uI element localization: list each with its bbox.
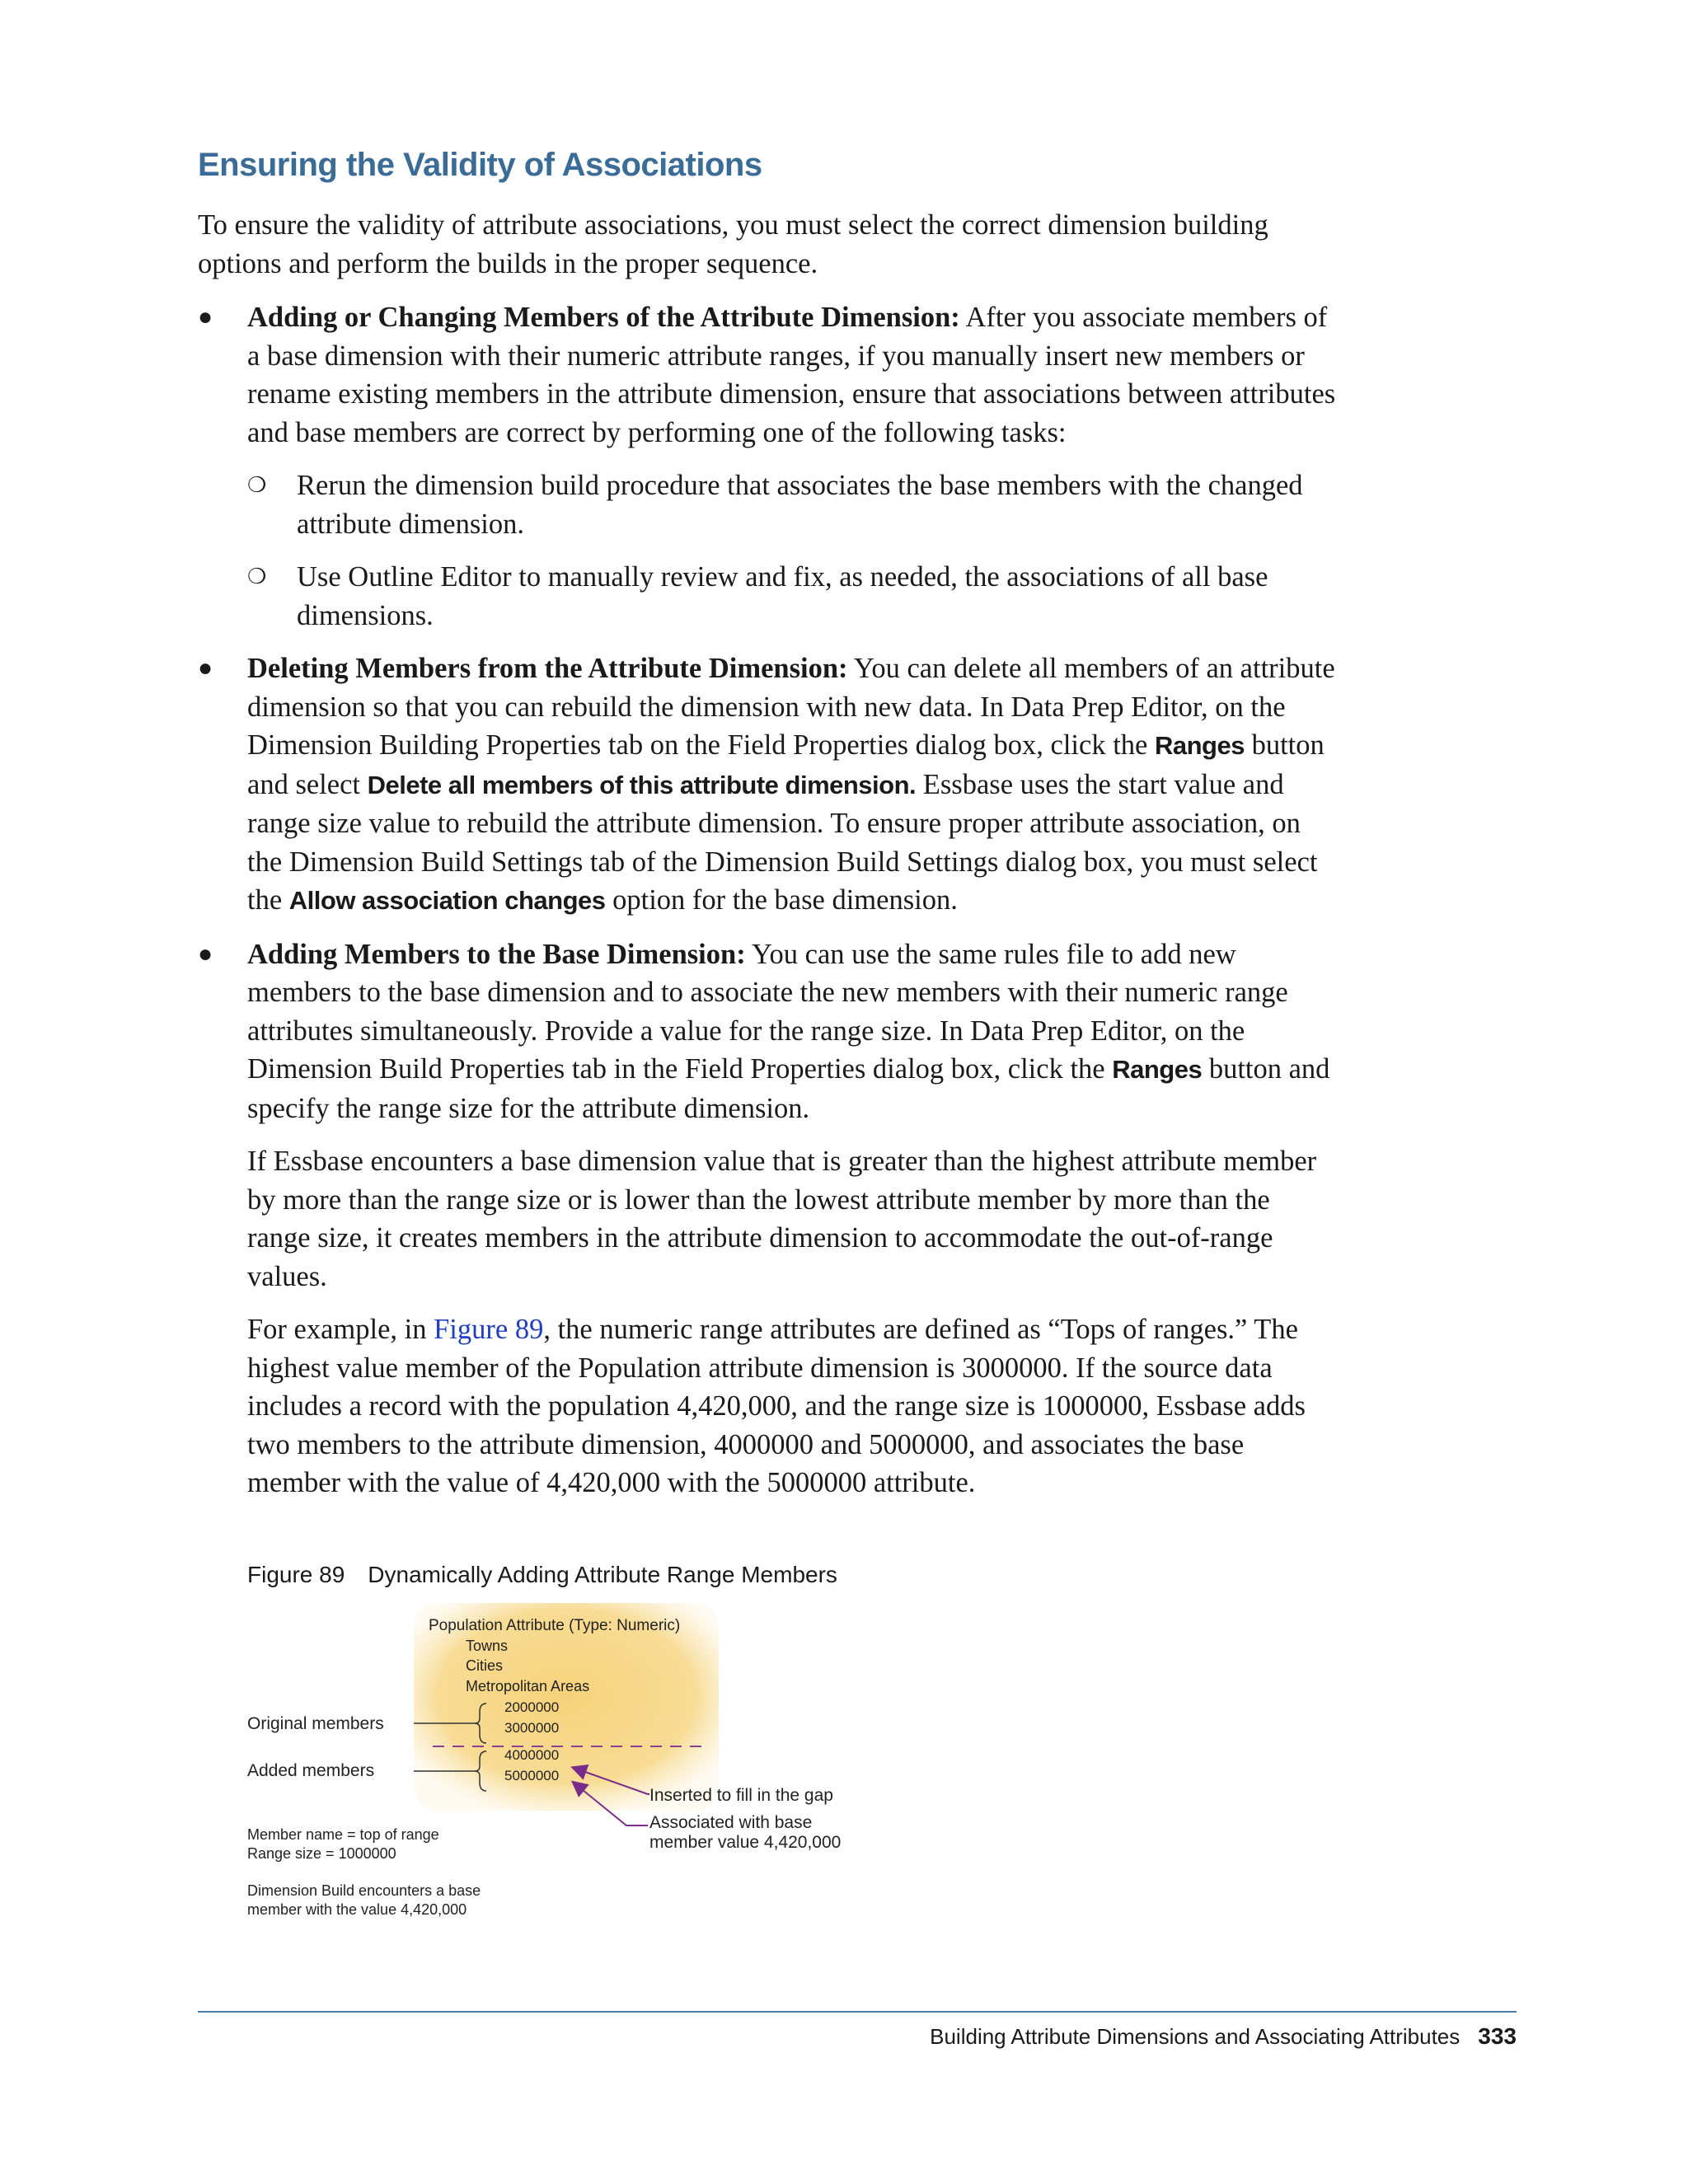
page-footer [930,2023,1517,2050]
original-member: 2000000 [504,1699,560,1715]
label-inserted: Inserted to fill in the gap [649,1786,833,1805]
sub-item-rerun [247,466,1339,543]
section-title: Ensuring the Validity of Associations [198,147,762,183]
bullet-dot-icon: ● [198,940,213,968]
label-original-members: Original members [247,1714,384,1733]
bullet-dot-icon: ● [198,654,213,682]
label-added-members: Added members [247,1761,375,1780]
added-member: 4000000 [504,1747,560,1763]
bullet-item-deleting-members [198,649,1339,921]
label-associated: member value 4,420,000 [649,1833,842,1852]
paragraph-text: For example, in [247,1314,434,1345]
label-associated: Associated with base [649,1813,813,1832]
hollow-circle-icon: ❍ [247,473,267,497]
paragraph-text: , the numeric range attributes are defined as “Tops of ranges.” The highest value member of the Population attribute dimension is 3000000. If the source data includes a record with the population 4,420,000, and the range size is 1000000, Essbase adds two members to the attribute dimension, 4000000 and 5000000, and associates the base member with the value of 4,420,000 with the 5000000 attribute. [247,1314,1306,1498]
bullet-text: After you associate members of a base dimension with their numeric attribute ranges, if you manually insert new members or rename existing members in the attribute dimension, ensure that associations between attributes and base members are correct by performing one of the following tasks: [247,302,1336,448]
paragraph-out-of-range: If Essbase encounters a base dimension value that is greater than the highest attribute member by more than the range size or is lower than the lowest attribute member by more than the range size, it creates members in the attribute dimension to accommodate the out-of-range values. [247,1146,1317,1292]
original-member: 3000000 [504,1720,560,1736]
bullet-text: button and select [247,729,1325,800]
outline-child: Cities [466,1657,504,1674]
note-dimension-build: member with the value 4,420,000 [247,1901,467,1918]
figure-89-link[interactable]: Figure 89 [434,1314,544,1345]
ui-term-allow-association: Allow association changes [288,886,606,915]
note-member-name: Member name = top of range [247,1826,439,1843]
intro-paragraph: To ensure the validity of attribute associations, you must select the correct dimension building options and perform the builds in the proper sequence. [198,209,1268,279]
sub-list [247,466,1339,635]
bullet-lead: Adding Members to the Base Dimension: [247,938,746,970]
figure-number: Figure 89 [247,1562,345,1587]
bullet-text: button and specify the range size for the attribute dimension. [247,1053,1330,1124]
footer-chapter: Building Attribute Dimensions and Associating Attributes [930,2024,1461,2049]
figure-title: Dynamically Adding Attribute Range Members [368,1562,837,1587]
added-member: 5000000 [504,1768,560,1783]
sub-item-text: Rerun the dimension build procedure that associates the base members with the changed attribute dimension. [297,470,1303,540]
sub-item-text: Use Outline Editor to manually review and fix, as needed, the associations of all base dimensions. [297,561,1268,631]
bullet-dot-icon: ● [198,303,213,330]
figure-diagram [239,1603,890,1933]
footer-rule [198,2011,1517,2013]
outline-child: Towns [466,1638,509,1654]
paragraph-example [247,1310,1339,1502]
outline-root: Population Attribute (Type: Numeric) [429,1617,681,1634]
bullet-item-changing-members [198,298,1339,635]
ui-term-ranges: Ranges [1112,1055,1203,1084]
page-number: 333 [1478,2023,1517,2049]
bullet-text: You can use the same rules file to add new members to the base dimension and to associate the new members with their numeric range attributes simultaneously. Provide a value for the range size. In Data Prep Editor, on the Dimension Build Properties tab in the Field Properties dialog box, click the [247,938,1288,1085]
bullet-item-adding-members [198,935,1339,1502]
hollow-circle-icon: ❍ [247,565,267,588]
bullet-lead: Adding or Changing Members of the Attribute Dimension: [247,302,960,333]
diagram-svg [239,1603,890,1933]
sub-item-outline-editor [247,558,1339,635]
bullet-text: You can delete all members of an attribute dimension so that you can rebuild the dimension with new data. In Data Prep Editor, on the Dimension Building Properties tab on the Field Properties dialog box, click the [247,653,1335,761]
note-dimension-build: Dimension Build encounters a base [247,1882,481,1899]
bullet-lead: Deleting Members from the Attribute Dimension: [247,653,848,684]
outline-child: Metropolitan Areas [466,1678,590,1694]
ui-term-delete-all: Delete all members of this attribute dimension. [367,770,917,799]
bullet-list [198,298,1339,1517]
note-range-size: Range size = 1000000 [247,1845,396,1862]
bullet-text: Essbase uses the start value and range size value to rebuild the attribute dimension. To ensure proper attribute association, on the Dimension Build Settings tab of the Dimension Build Settings dialog box, you must select the [247,768,1318,916]
bullet-text: option for the base dimension. [605,884,958,916]
figure-caption [247,1562,837,1588]
ui-term-ranges: Ranges [1154,731,1245,760]
